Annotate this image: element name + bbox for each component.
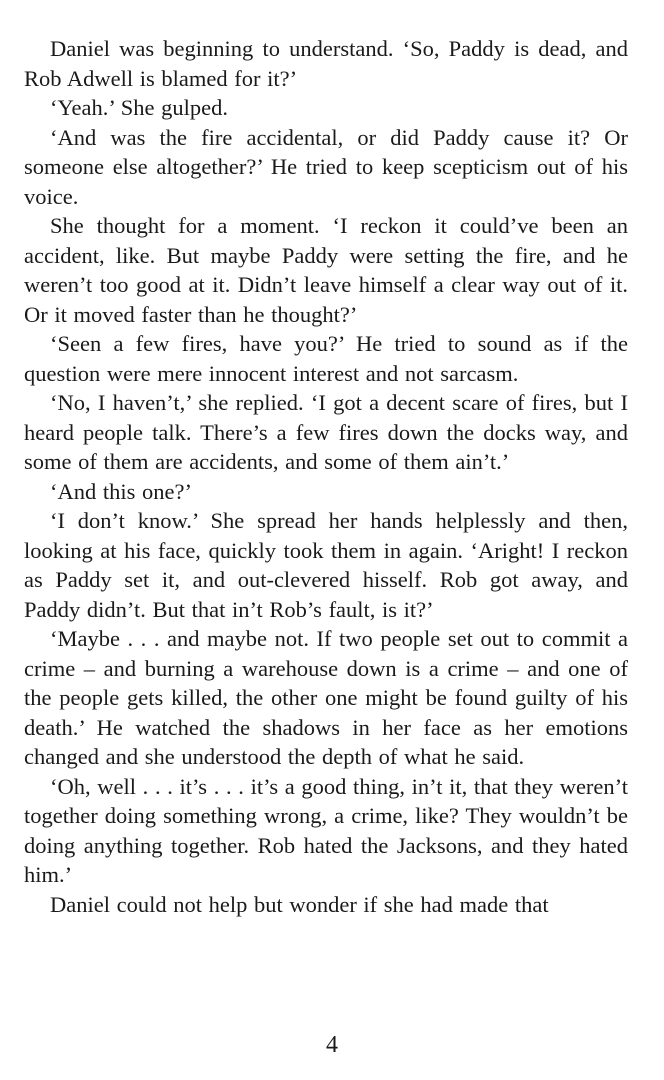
paragraph: Daniel could not help but wonder if she had made that xyxy=(50,891,549,917)
paragraph: ‘Maybe . . . and maybe not. If two people set out to commit a crime – and burning a warehouse down is a crime – and one of the people gets killed, the other one might be found guilty of his death.’ He watched the shadows in her face as her emotions changed and she understood the depth of what he said. xyxy=(24,626,628,769)
paragraph: She thought for a moment. ‘I reckon it could’ve been an accident, like. But maybe Paddy were setting the fire, and he weren’t too good at it. Didn’t leave himself a clear way out of it. Or it moved faster than he thought?’ xyxy=(24,213,628,327)
body-text xyxy=(24,34,628,919)
paragraph: Daniel was beginning to understand. ‘So, Paddy is dead, and Rob Adwell is blamed for it?’ xyxy=(24,36,628,91)
paragraph: ‘No, I haven’t,’ she replied. ‘I got a decent scare of fires, but I heard people talk. There’s a few fires down the docks way, and some of them are accidents, and some of them ain’t.’ xyxy=(24,390,628,474)
paragraph: ‘Seen a few fires, have you?’ He tried to sound as if the question were mere innocent interest and not sarcasm. xyxy=(24,331,628,386)
paragraph: ‘Yeah.’ She gulped. xyxy=(50,95,229,120)
paragraph: ‘And this one?’ xyxy=(50,478,192,504)
paragraph: ‘I don’t know.’ She spread her hands helplessly and then, looking at his face, quickly took them in again. ‘Aright! I reckon as Paddy set it, and out-clevered hisself. Rob got away, and Paddy didn’t. But that in’t Rob’s fault, is it?’ xyxy=(24,508,628,622)
paragraph: ‘Oh, well . . . it’s . . . it’s a good thing, in’t it, that they weren’t together doing something wrong, a crime, like? They wouldn’t be doing anything together. Rob hated the Jacksons, and they hated him.’ xyxy=(24,773,628,887)
paragraph: ‘And was the fire accidental, or did Paddy cause it? Or someone else altogether?’ He tried to keep scepticism out of his voice. xyxy=(24,124,628,209)
page-number: 4 xyxy=(326,1032,338,1058)
